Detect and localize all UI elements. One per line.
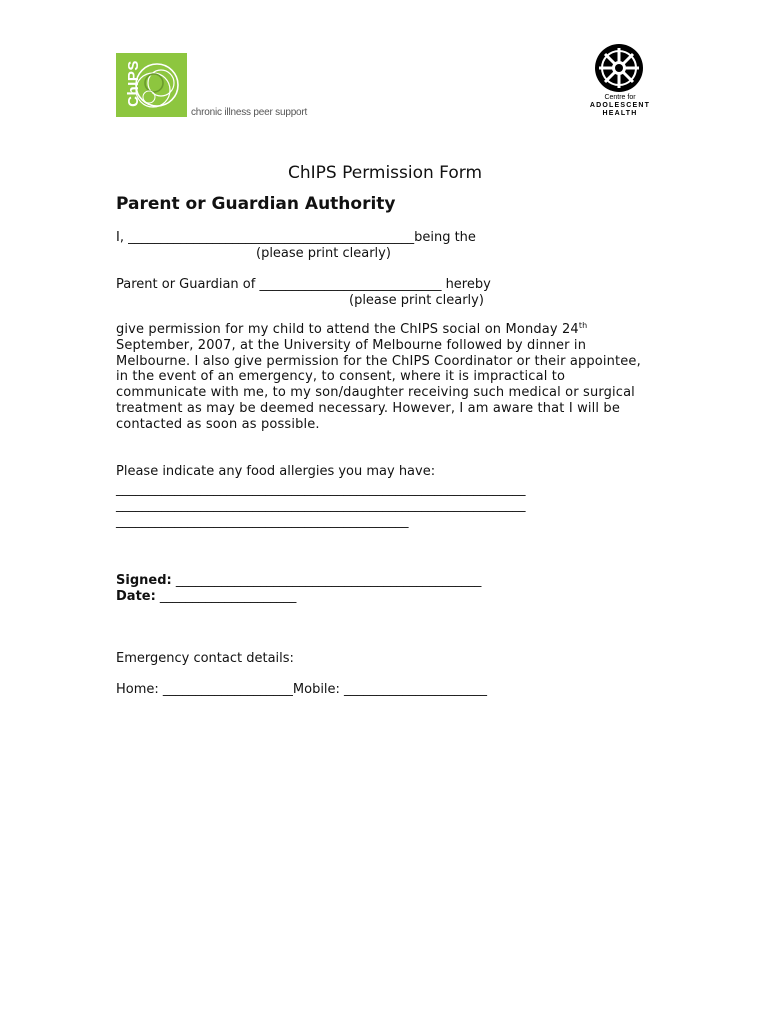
adolescent-health-emblem <box>594 43 644 93</box>
authority-hint-2: (please print clearly) <box>349 293 484 308</box>
authority-hint-1: (please print clearly) <box>256 246 391 261</box>
emergency-phone-line: Home: ____________________Mobile: ______________________ <box>116 682 488 697</box>
allergies-line-3: _____________________________________________ <box>116 514 409 529</box>
signed-row <box>116 573 481 588</box>
date-line: _____________________ <box>155 589 297 604</box>
permission-text-2: September, 2007, at the University of Melbourne followed by dinner in Melbourne. I also give permission for the ChIPS Coordinator or their appointee, in the event of an emergency, to consent, where it is impractical to communicate with me, to my son/daughter receiving such medical or surgical treatment as may be deemed necessary. However, I am aware that I will be contacted as soon as possible. <box>116 337 641 432</box>
cah-line2: ADOLESCENT <box>589 102 651 109</box>
permission-paragraph <box>116 322 656 433</box>
authority-line-1: I, ____________________________________________being the <box>116 230 476 245</box>
signed-label: Signed: <box>116 573 172 588</box>
chips-logo <box>116 53 187 117</box>
cah-line3: HEALTH <box>602 110 638 117</box>
allergies-line-1: _______________________________________________________________ <box>116 482 526 497</box>
cah-line1: Centre for <box>604 94 636 101</box>
permission-superscript: th <box>578 321 588 330</box>
chips-logo-circles <box>132 57 184 115</box>
chips-tagline: chronic illness peer support <box>191 107 308 118</box>
signed-line: _______________________________________________ <box>171 573 482 588</box>
authority-line-2: Parent or Guardian of ____________________________ hereby <box>116 277 491 292</box>
permission-text-1: give permission for my child to attend the ChIPS social on Monday 24 <box>116 322 579 337</box>
allergies-line-2: _______________________________________________________________ <box>116 498 526 513</box>
form-title: ChIPS Permission Form <box>287 163 483 183</box>
emergency-heading: Emergency contact details: <box>116 651 294 666</box>
form-subtitle: Parent or Guardian Authority <box>116 194 396 214</box>
date-label: Date: <box>116 589 156 604</box>
date-row <box>116 589 296 604</box>
allergies-prompt: Please indicate any food allergies you may have: <box>116 464 436 479</box>
chips-logo-text: ChIPS <box>124 60 142 107</box>
adolescent-health-wordmark <box>580 94 660 118</box>
